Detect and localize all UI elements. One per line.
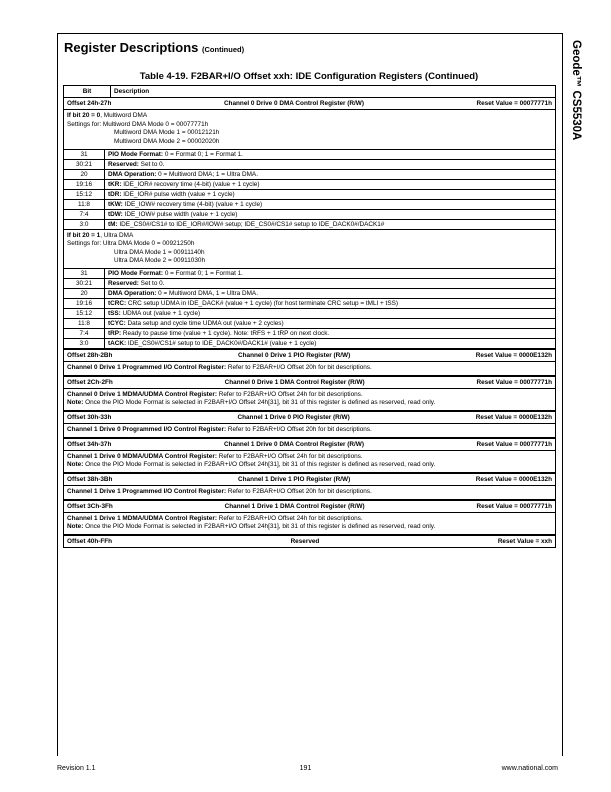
condition-block [64, 109, 555, 149]
description-line [67, 399, 552, 408]
reset-value: Reset Value = 00077771h [476, 100, 552, 107]
description-bold: Channel 0 Drive 1 MDMA/UDMA Control Register: [67, 390, 217, 398]
description-bold: Channel 1 Drive 0 MDMA/UDMA Control Register: [67, 452, 217, 460]
field-name: DMA Operation: [108, 170, 157, 178]
bit-row [64, 159, 555, 169]
reset-value: Reset Value = 00077771h [476, 378, 552, 386]
field-name: tDR: [108, 190, 122, 198]
bit-field: 30:21 [64, 279, 105, 288]
field-name: PIO Mode Format: [108, 150, 164, 158]
offset-line [64, 439, 555, 450]
settings-label: Settings for: [67, 240, 102, 248]
bit-field: 30:21 [64, 160, 105, 169]
offset-address: Offset 28h-2Bh [67, 352, 113, 360]
side-title: Geode™ CS5530A [570, 40, 582, 141]
bit-field: 19:16 [64, 180, 105, 189]
bit-description [105, 289, 555, 298]
bit-row [64, 328, 555, 338]
field-name: DMA Operation: [108, 290, 157, 298]
field-text: Data setup and cycle time UDMA out (value + 2 cycles) [125, 320, 284, 328]
register-description-row [64, 512, 555, 534]
description-bold: Channel 1 Drive 1 Programmed I/O Control Register: [67, 487, 227, 495]
field-text: IDE_CS0#/CS1# setup to IDE_DACK0#/DACK1# (value + 1 cycle) [126, 340, 317, 348]
bit-row [64, 268, 555, 278]
mode-line [67, 138, 552, 147]
register-description-row [64, 450, 555, 472]
bit-description [105, 329, 555, 338]
field-name: tKR: [108, 180, 122, 188]
mode-line [67, 121, 552, 130]
bit-description [105, 279, 555, 288]
bit-field: 3:0 [64, 339, 105, 348]
header-description: Description [114, 88, 150, 95]
reset-value: Reset Value = 00077771h [476, 502, 552, 510]
bit-row [64, 318, 555, 328]
offset-line [64, 501, 555, 512]
field-text: 0 = Format 0; 1 = Format 1. [163, 270, 243, 278]
register-offset-row [64, 97, 555, 109]
register-description [64, 424, 555, 437]
bit-field: 7:4 [64, 329, 105, 338]
offset-address: Offset 24h-27h [67, 100, 112, 107]
register-description [64, 389, 555, 410]
description-text: Once the PIO Mode Format is selected in F2BAR+I/O Offset 24h[31], bit 31 of this register is defined as reserved, read only. [83, 461, 436, 469]
register-name: Channel 0 Drive 0 DMA Control Register (R/W) [223, 100, 364, 107]
field-text: IDE_IOR# pulse width (value + 1 cycle) [121, 190, 235, 198]
offset-address: Offset 3Ch-3Fh [67, 502, 113, 510]
bit-description [105, 160, 555, 169]
description-text: Refer to F2BAR+I/O Offset 24h for bit descriptions. [216, 390, 363, 398]
bit-field: 11:8 [64, 200, 105, 209]
bit-row [64, 298, 555, 308]
field-text: UDMA out (value + 1 cycle) [120, 310, 201, 318]
bit-row [64, 209, 555, 219]
mode-value: Ultra DMA Mode 1 = 00911140h [114, 248, 205, 256]
condition-line [67, 112, 552, 121]
field-text: 0 = Format 0; 1 = Format 1. [163, 150, 243, 158]
reset-value: Reset Value = 0000E132h [475, 414, 552, 422]
condition-text [64, 110, 555, 149]
description-line [67, 515, 552, 524]
description-text: Refer to F2BAR+I/O Offset 24h for bit descriptions. [216, 514, 363, 522]
field-name: tRP: [108, 330, 122, 338]
description-text: Refer to F2BAR+I/O Offset 24h for bit descriptions. [216, 452, 363, 460]
mode-value: Multiword DMA Mode 0 = 00077771h [102, 120, 209, 128]
condition-bold: If bit 20 = 0 [67, 112, 101, 119]
reset-value: Reset Value = 0000E132h [475, 352, 552, 360]
description-line [67, 461, 552, 470]
offset-address: Offset 2Ch-2Fh [67, 378, 113, 386]
description-line [67, 426, 552, 435]
section-title: Register Descriptions (Continued) [64, 40, 245, 55]
bit-field: 7:4 [64, 210, 105, 219]
bit-row [64, 338, 555, 348]
field-name: Reserved: [108, 280, 139, 288]
mode-line [67, 240, 552, 249]
mode-line [67, 129, 552, 138]
register-name: Channel 1 Drive 1 PIO Register (R/W) [238, 475, 351, 483]
bit-description [105, 319, 555, 328]
field-text: Set to 0. [138, 160, 165, 168]
field-name: tKW: [108, 200, 123, 208]
field-text: 0 = Multiword DMA, 1 = Ultra DMA. [156, 290, 258, 298]
bit-description [105, 309, 555, 318]
field-text: Ready to pause time (value + 1 cycle). Note: tRFS + 1 tRP on next clock. [121, 330, 330, 338]
register-offset-row [64, 437, 555, 450]
bit-row [64, 169, 555, 179]
bit-row [64, 278, 555, 288]
field-name: Reserved: [108, 160, 139, 168]
bit-field: 31 [64, 150, 105, 159]
field-text: IDE_CS0#/CS1# to IDE_IOR#/IOW# setup; IDE_CS0#/CS1# setup to IDE_DACK0#/DACK1# [117, 220, 385, 228]
bit-description [105, 150, 555, 159]
condition-bold: If bit 20 = 1 [67, 231, 101, 239]
bit-field: 19:16 [64, 299, 105, 308]
reset-value: Reset Value = xxh [497, 537, 552, 545]
mode-value: Multiword DMA Mode 2 = 00002020h [114, 137, 220, 145]
register-offset-row [64, 534, 555, 547]
register-description-row [64, 361, 555, 375]
offset-address: Offset 38h-3Bh [67, 475, 113, 483]
settings-label: Settings for: [67, 120, 102, 128]
description-bold: Channel 1 Drive 1 MDMA/UDMA Control Register: [67, 514, 217, 522]
description-bold: Channel 1 Drive 0 Programmed I/O Control Register: [67, 426, 227, 434]
description-line [67, 523, 552, 532]
register-name: Channel 1 Drive 1 DMA Control Register (R/W) [224, 502, 365, 510]
bit-field: 15:12 [64, 309, 105, 318]
bit-field: 15:12 [64, 190, 105, 199]
description-bold: Channel 0 Drive 1 Programmed I/O Control Register: [67, 364, 227, 372]
register-name: Channel 0 Drive 1 PIO Register (R/W) [238, 352, 351, 360]
bit-row [64, 308, 555, 318]
register-description [64, 451, 555, 472]
offset-line [64, 536, 555, 547]
register-offset-row [64, 410, 555, 423]
field-text: IDE_IOR# recovery time (4-bit) (value + 1 cycle) [121, 180, 260, 188]
footer-revision: Revision 1.1 [57, 765, 96, 772]
description-text: Once the PIO Mode Format is selected in F2BAR+I/O Offset 24h[31], bit 31 of this register is defined as reserved, read only. [83, 523, 436, 531]
field-name: tCYC: [108, 320, 126, 328]
condition-rest: , Ultra DMA [100, 231, 134, 239]
description-line [67, 488, 552, 497]
bit-description [105, 200, 555, 209]
register-description [64, 513, 555, 534]
register-offset-row [64, 499, 555, 512]
condition-line [67, 232, 552, 241]
register-offset-row [64, 472, 555, 485]
offset-line [64, 98, 555, 109]
condition-text [64, 230, 555, 269]
field-name: tDW: [108, 210, 123, 218]
bit-description [105, 190, 555, 199]
offset-line [64, 412, 555, 423]
bit-field: 20 [64, 170, 105, 179]
bit-field: 11:8 [64, 319, 105, 328]
field-text: Set to 0. [138, 280, 165, 288]
offset-address: Offset 30h-33h [67, 414, 112, 422]
offset-address: Offset 34h-37h [67, 440, 112, 448]
bit-row [64, 219, 555, 229]
field-text: IDE_IOW# recovery time (4-bit) (value + 1 cycle) [122, 200, 263, 208]
register-name: Channel 1 Drive 0 PIO Register (R/W) [237, 414, 350, 422]
description-line [67, 391, 552, 400]
mode-line [67, 257, 552, 266]
register-offset-row [64, 375, 555, 388]
header-bit: Bit [64, 86, 111, 97]
bit-row [64, 288, 555, 298]
field-name: tACK: [108, 340, 127, 348]
description-text: Refer to F2BAR+I/O Offset 20h for bit descriptions. [226, 364, 372, 372]
description-bold: Note: [67, 523, 84, 531]
description-text: Refer to F2BAR+I/O Offset 20h for bit descriptions. [226, 487, 372, 495]
offset-address: Offset 40h-FFh [67, 537, 113, 545]
footer-url: www.national.com [501, 765, 558, 772]
register-description [64, 486, 555, 499]
register-table [63, 85, 556, 548]
table-header [64, 86, 555, 97]
register-description-row [64, 423, 555, 437]
bit-description [105, 339, 555, 348]
reset-value: Reset Value = 00077771h [476, 440, 552, 448]
register-name: Channel 0 Drive 1 DMA Control Register (R/W) [224, 378, 365, 386]
bit-row [64, 199, 555, 209]
bit-description [105, 220, 555, 229]
bit-row [64, 149, 555, 159]
bit-row [64, 179, 555, 189]
offset-line [64, 350, 555, 361]
register-description [64, 362, 555, 375]
mode-line [67, 249, 552, 258]
field-name: tCRC: [108, 300, 127, 308]
bit-description [105, 170, 555, 179]
condition-block [64, 229, 555, 269]
bit-description [105, 299, 555, 308]
footer-page-number: 191 [299, 765, 312, 772]
description-bold: Note: [67, 399, 84, 407]
bit-description [105, 210, 555, 219]
bit-row [64, 189, 555, 199]
field-name: tM: [108, 220, 118, 228]
description-line [67, 364, 552, 373]
offset-line [64, 474, 555, 485]
mode-value: Ultra DMA Mode 2 = 00911030h [114, 257, 206, 265]
mode-value: Ultra DMA Mode 0 = 00921250h [102, 240, 195, 248]
field-text: IDE_IOW# pulse width (value + 1 cycle) [122, 210, 238, 218]
register-name: Channel 1 Drive 0 DMA Control Register (R/W) [223, 440, 364, 448]
field-name: tSS: [108, 310, 121, 318]
bit-field: 31 [64, 269, 105, 278]
bit-description [105, 180, 555, 189]
register-description-row [64, 388, 555, 410]
bit-field: 3:0 [64, 220, 105, 229]
reset-value: Reset Value = 0000E132h [475, 475, 552, 483]
table-caption: Table 4-19. F2BAR+I/O Offset xxh: IDE Configuration Registers (Continued) [139, 71, 479, 82]
description-text: Once the PIO Mode Format is selected in F2BAR+I/O Offset 24h[31], bit 31 of this register is defined as reserved, read only. [83, 399, 436, 407]
description-text: Refer to F2BAR+I/O Offset 20h for bit descriptions. [226, 426, 372, 434]
field-text: CRC setup UDMA in IDE_DACK# (value + 1 cycle) (for host terminate CRC setup = tMLI + tSS) [126, 300, 398, 308]
offset-line [64, 377, 555, 388]
condition-rest: , Multiword DMA [100, 112, 148, 119]
description-bold: Note: [67, 461, 84, 469]
register-offset-row [64, 348, 555, 361]
description-line [67, 453, 552, 462]
field-text: 0 = Multiword DMA; 1 = Ultra DMA. [156, 170, 258, 178]
bit-field: 20 [64, 289, 105, 298]
mode-value: Multiword DMA Mode 1 = 00012121h [114, 129, 220, 137]
register-name: Reserved [290, 537, 320, 545]
register-description-row [64, 485, 555, 499]
field-name: PIO Mode Format: [108, 270, 164, 278]
bit-description [105, 269, 555, 278]
